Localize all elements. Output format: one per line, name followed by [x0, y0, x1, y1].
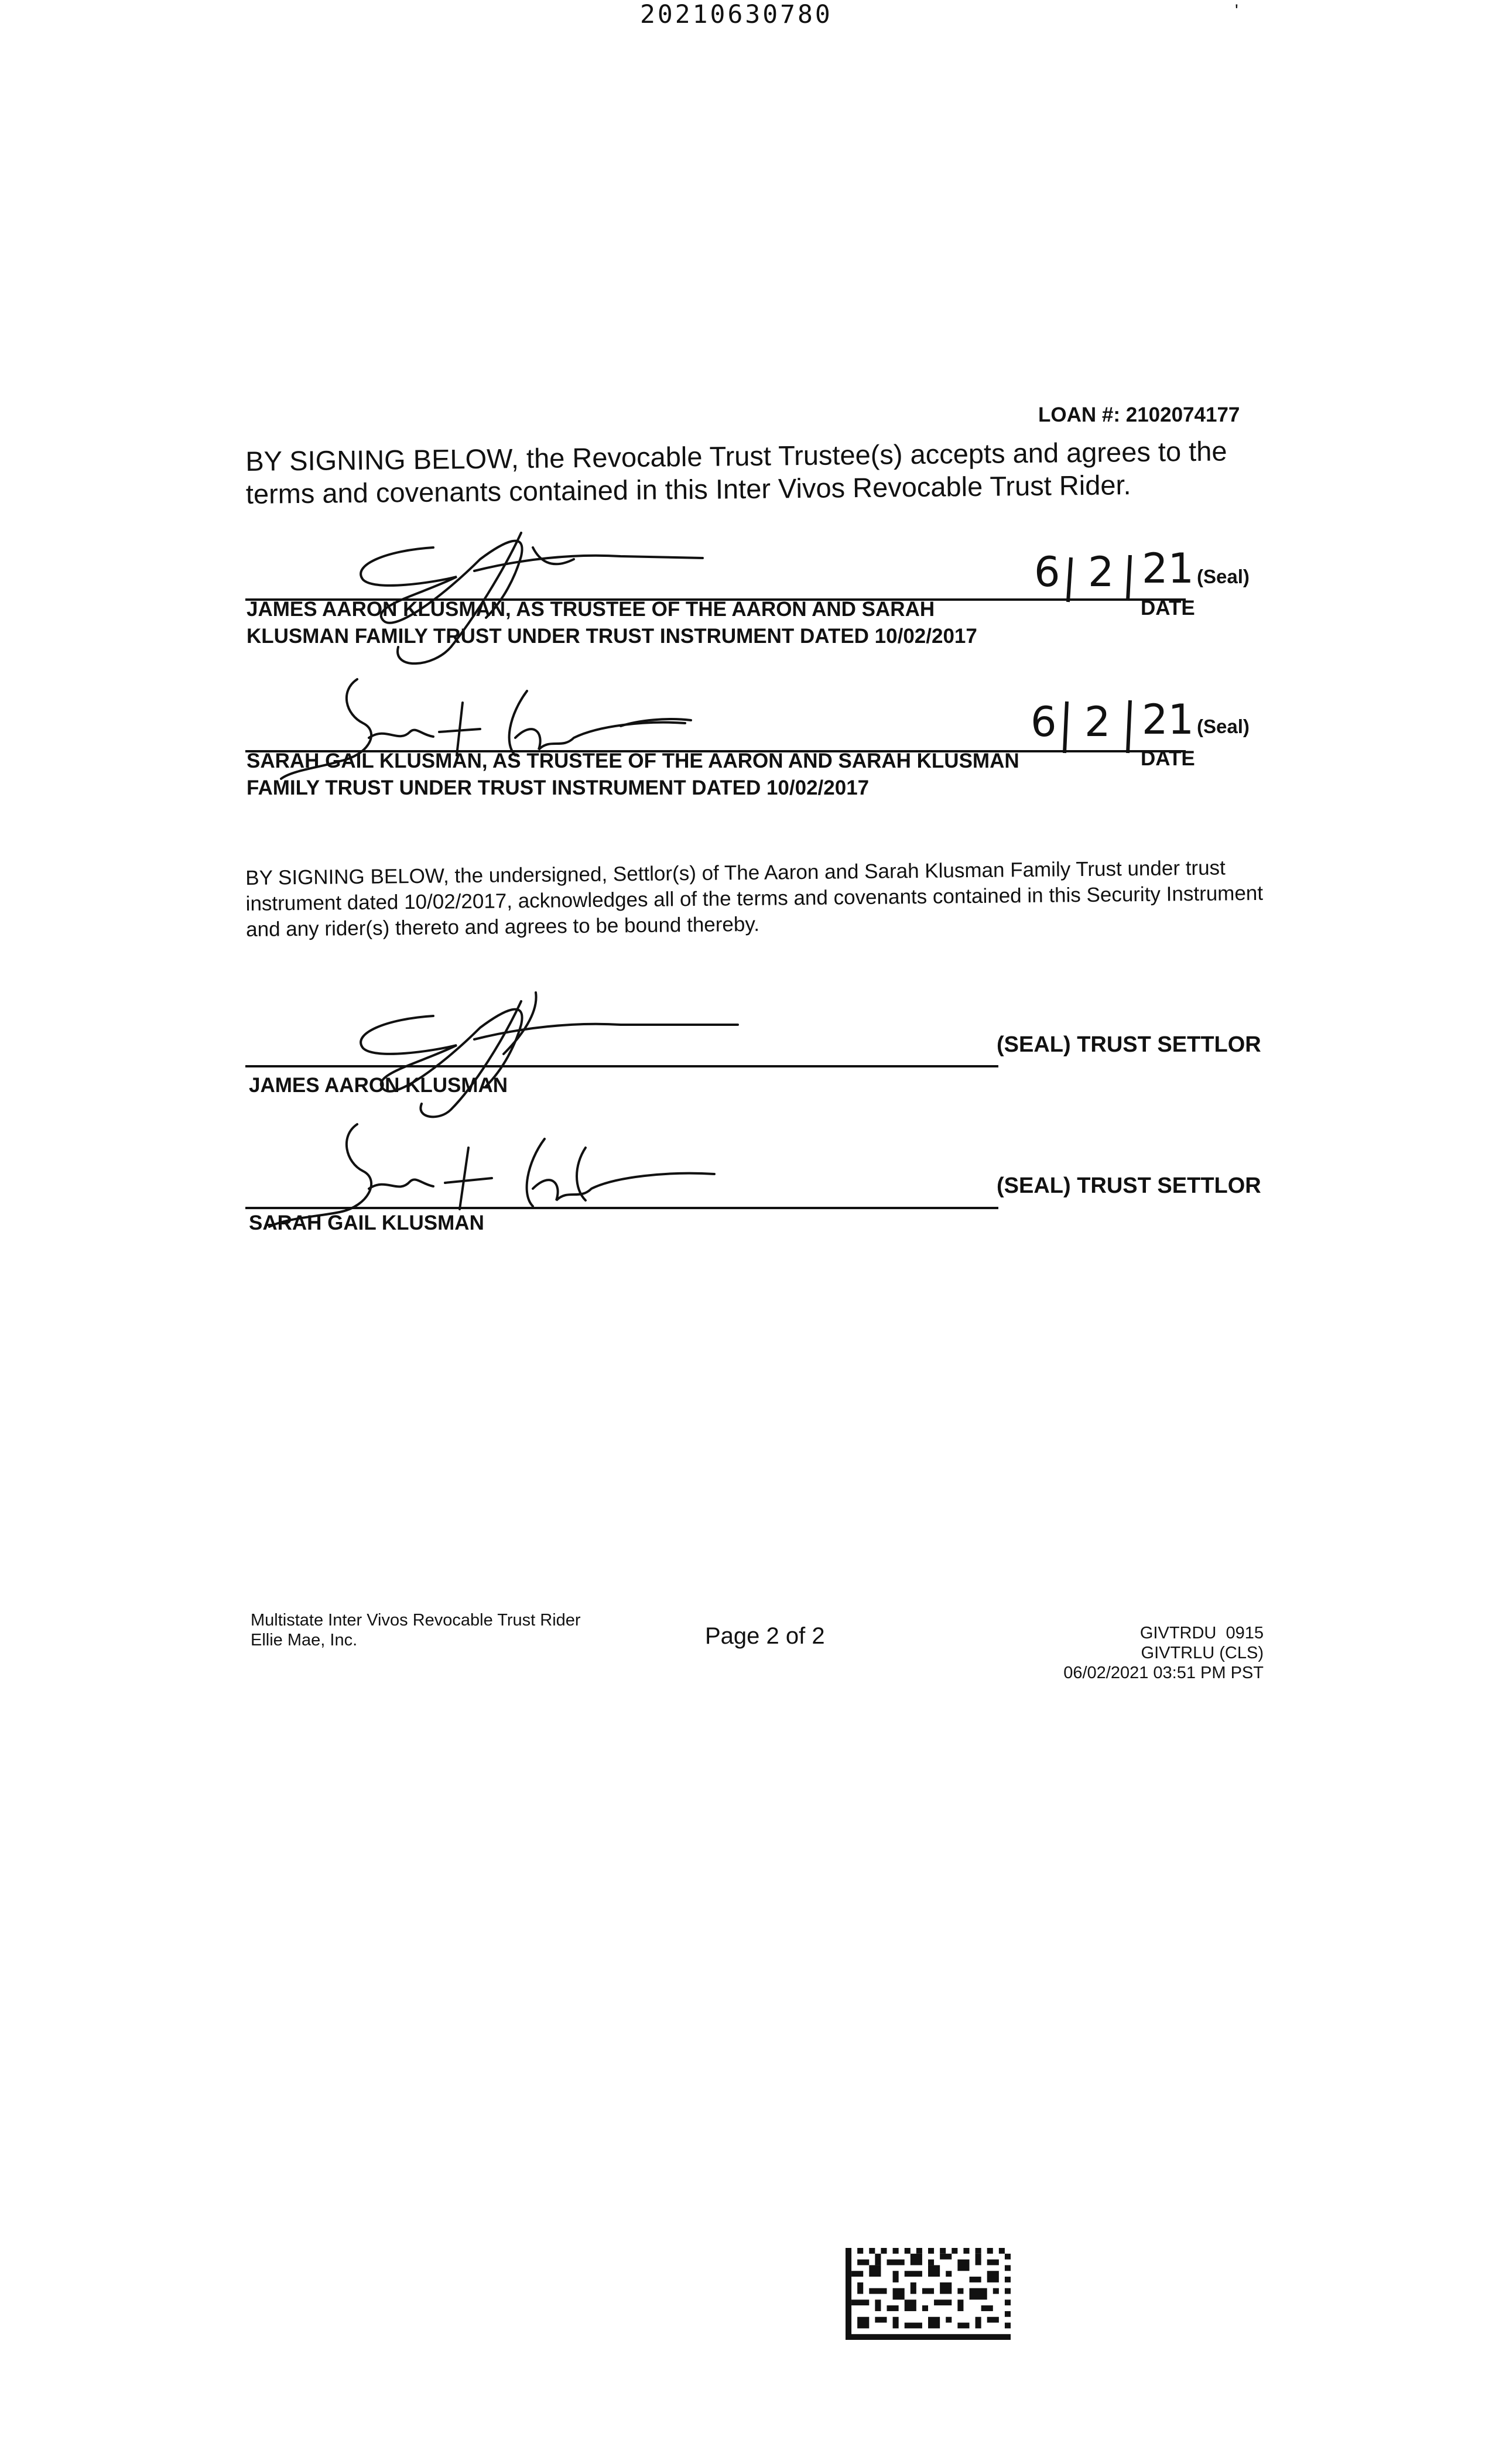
corner-mark: '	[1235, 1, 1238, 20]
settlor-1-signature	[328, 990, 773, 1124]
trustee-1-date-label: DATE	[1141, 597, 1195, 620]
trustee-1-date-year: 21	[1142, 545, 1195, 593]
settlor-2-label: (SEAL) TRUST SETTLOR	[997, 1173, 1261, 1198]
settlor-1-name: JAMES AARON KLUSMAN	[249, 1074, 508, 1097]
trustee-1-date-day: 2	[1088, 548, 1114, 596]
footer-page-number: Page 2 of 2	[705, 1623, 825, 1649]
trustee-2-date-day: 2	[1084, 698, 1111, 746]
trustee-2-name-line1: SARAH GAIL KLUSMAN, AS TRUSTEE OF THE AARON AND SARAH KLUSMAN	[247, 750, 1019, 772]
document-number: 20210630780	[640, 0, 833, 29]
trustee-2-date-year: 21	[1142, 696, 1195, 744]
footer-code-2: GIVTRLU (CLS)	[1141, 1644, 1264, 1662]
trustee-1-name-line1: JAMES AARON KLUSMAN, AS TRUSTEE OF THE AARON AND SARAH	[247, 598, 935, 621]
loan-number: LOAN #: 2102074177	[1038, 403, 1240, 426]
settlor-paragraph: BY SIGNING BELOW, the undersigned, Settlor(s) of The Aaron and Sarah Klusman Family Trust under trust instrument dated 10/02/2017, acknowledges all of the terms and covenants contained in this Security Instrument and any rider(s) thereto and agrees to be bound thereby.	[245, 856, 1264, 941]
settlor-1-label: (SEAL) TRUST SETTLOR	[997, 1032, 1261, 1057]
footer-timestamp: 06/02/2021 03:51 PM PST	[1063, 1664, 1264, 1682]
2d-barcode-icon	[846, 2248, 1011, 2340]
trustee-intro-paragraph: BY SIGNING BELOW, the Revocable Trust Trustee(s) accepts and agrees to the terms and covenants contained in this Inter Vivos Revocable Trust Rider.	[245, 435, 1227, 509]
trustee-2-name-line2: FAMILY TRUST UNDER TRUST INSTRUMENT DATED 10/02/2017	[247, 776, 870, 799]
settlor-2-name: SARAH GAIL KLUSMAN	[249, 1212, 484, 1234]
trustee-2-signature	[269, 668, 796, 785]
trustee-2-date-label: DATE	[1141, 747, 1195, 770]
trustee-1-name-line2: KLUSMAN FAMILY TRUST UNDER TRUST INSTRUMENT DATED 10/02/2017	[247, 625, 977, 648]
settlor-2-signature	[258, 1113, 843, 1241]
trustee-2-date-month: 6	[1031, 698, 1057, 746]
trustee-1-date-month: 6	[1034, 548, 1060, 596]
footer-company: Ellie Mae, Inc.	[251, 1631, 358, 1649]
trustee-1-seal: (Seal)	[1197, 566, 1250, 587]
footer-code-1: GIVTRDU 0915	[1139, 1624, 1264, 1642]
trustee-2-seal: (Seal)	[1197, 716, 1250, 737]
footer-form-title: Multistate Inter Vivos Revocable Trust Rider	[251, 1611, 581, 1630]
